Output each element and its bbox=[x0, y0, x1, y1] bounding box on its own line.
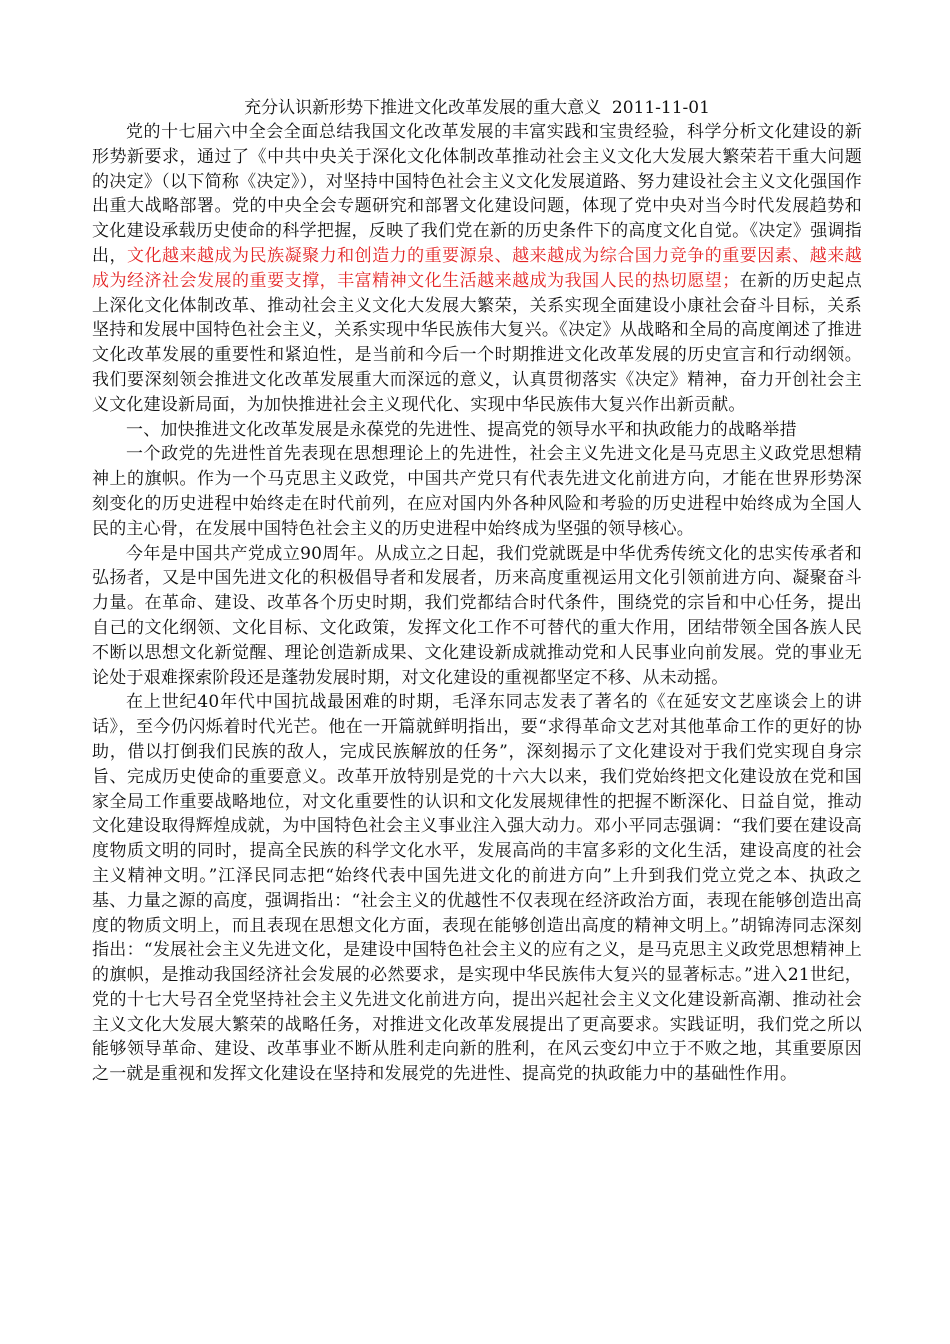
section-heading: 一、加快推进文化改革发展是永葆党的先进性、提高党的领导水平和执政能力的战略举措 bbox=[126, 419, 797, 440]
intro-text-before: 党的十七届六中全会全面总结我国文化改革发展的丰富实践和宝贵经验，科学分析文化建设的新形势新要求，通过了《中共中央关于深化文化体制改革推动社会主义文化大发展大繁荣若干重大问题的决定》（以下简称《决定》），对坚持中国特色社会主义文化发展道路、努力建设社会主义文化强国作出重大战略部署。党的中央全会专题研究和部署文化建设问题，体现了党中央对当今时代发展趋势和文化建设承载历史使命的科学把握，反映了我们党在新的历史条件下的高度文化自觉。《决定》强调指出， bbox=[92, 122, 862, 266]
body-paragraph: 在上世纪40年代中国抗战最困难的时期，毛泽东同志发表了著名的《在延安文艺座谈会上的讲话》，至今仍闪烁着时代光芒。他在一开篇就鲜明指出，要“求得革命文艺对其他革命工作的更好的协助，借以打倒我们民族的敌人，完成民族解放的任务”，深刻揭示了文化建设对于我们党实现自身宗旨、完成历史使命的重要意义。改革开放特别是党的十六大以来，我们党始终把文化建设放在党和国家全局工作重要战略地位，对文化重要性的认识和文化发展规律性的把握不断深化、日益自觉，推动文化建设取得辉煌成就，为中国特色社会主义事业注入强大动力。邓小平同志强调：“我们要在建设高度物质文明的同时，提高全民族的科学文化水平，发展高尚的丰富多彩的文化生活，建设高度的社会主义精神文明。”江泽民同志把“始终代表中国先进文化的前进方向”上升到我们党立党之本、执政之基、力量之源的高度，强调指出：“社会主义的优越性不仅表现在经济政治方面，表现在能够创造出高度的物质文明上，而且表现在思想文化方面，表现在能够创造出高度的精神文明上。”胡锦涛同志深刻指出：“发展社会主义先进文化，是建设中国特色社会主义的应有之义，是马克思主义政党思想精神上的旗帜，是推动我国经济社会发展的必然要求，是实现中华民族伟大复兴的显著标志。”进入21世纪，党的十七大号召全党坚持社会主义先进文化前进方向，提出兴起社会主义文化建设新高潮、推动社会主义文化大发展大繁荣的战略任务，对推进文化改革发展提出了更高要求。实践证明，我们党之所以能够领导革命、建设、改革事业不断从胜利走向新的胜利，在风云变幻中立于不败之地，其重要原因之一就是重视和发挥文化建设在坚持和发展党的先进性、提高党的执政能力中的基础性作用。 bbox=[92, 692, 862, 1085]
intro-paragraph bbox=[92, 120, 862, 418]
body-paragraph: 一个政党的先进性首先表现在思想理论上的先进性，社会主义先进文化是马克思主义政党思想精神上的旗帜。作为一个马克思主义政党，中国共产党只有代表先进文化前进方向，才能在世界形势深刻变化的历史进程中始终走在时代前列，在应对国内外各种风险和考验的历史进程中始终成为全国人民的主心骨，在发展中国特色社会主义的历史进程中始终成为坚强的领导核心。 bbox=[92, 444, 862, 539]
highlighted-quote: 文化越来越成为民族凝聚力和创造力的重要源泉、越来越成为综合国力竞争的重要因素、越来越成为经济社会发展的重要支撑，丰富精神文化生活越来越成为我国人民的热切愿望； bbox=[92, 245, 862, 291]
document-title: 充分认识新形势下推进文化改革发展的重大意义 bbox=[244, 98, 602, 118]
document-date: 2011-11-01 bbox=[611, 98, 710, 118]
body-paragraph: 今年是中国共产党成立90周年。从成立之日起，我们党就既是中华优秀传统文化的忠实传承者和弘扬者，又是中国先进文化的积极倡导者和发展者，历来高度重视运用文化引领前进方向、凝聚奋斗力量。在革命、建设、改革各个历史时期，我们党都结合时代条件，围绕党的宗旨和中心任务，提出自己的文化纲领、文化目标、文化政策，发挥文化工作不可替代的重大作用，团结带领全国各族人民不断以思想文化新觉醒、理论创造新成果、文化建设新成就推动党和人民事业向前发展。党的事业无论处于艰难探索阶段还是蓬勃发展时期，对文化建设的重视都坚定不移、从未动摇。 bbox=[92, 543, 862, 688]
document-page bbox=[92, 96, 862, 1087]
document-title-line bbox=[92, 96, 862, 120]
intro-text-after: 在新的历史起点上深化文化体制改革、推动社会主义文化大发展大繁荣，关系实现全面建设小康社会奋斗目标，关系坚持和发展中国特色社会主义，关系实现中华民族伟大复兴。《决定》从战略和全局的高度阐述了推进文化改革发展的重要性和紧迫性，是当前和今后一个时期推进文化改革发展的历史宣言和行动纲领。我们要深刻领会推进文化改革发展重大而深远的意义，认真贯彻落实《决定》精神，奋力开创社会主义文化建设新局面，为加快推进社会主义现代化、实现中华民族伟大复兴作出新贡献。 bbox=[92, 270, 863, 415]
